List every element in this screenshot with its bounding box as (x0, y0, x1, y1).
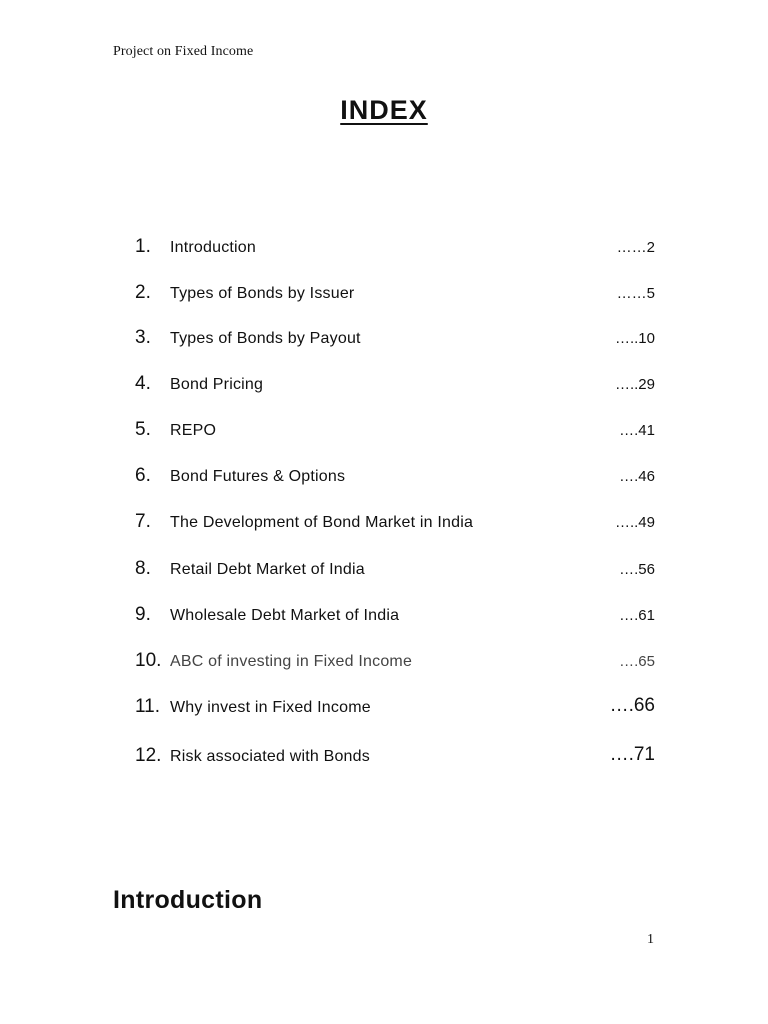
toc-entry-label: Bond Futures & Options (170, 468, 346, 485)
toc-entry-page: ….56 (619, 561, 655, 578)
toc-entry-label: Introduction (170, 239, 257, 256)
toc-entry-wholesale-debt-market[interactable] (0, 603, 768, 633)
toc-entry-label: Wholesale Debt Market of India (170, 607, 400, 624)
toc-entry-page: ….66 (609, 695, 655, 716)
index-title (0, 95, 768, 126)
toc-entry-page: ……5 (616, 285, 655, 302)
toc-entry-repo[interactable] (0, 418, 768, 448)
toc-entry-development-of-bond-market[interactable] (0, 510, 768, 540)
toc-entry-number: 10. (135, 650, 162, 671)
toc-entry-label: Retail Debt Market of India (170, 561, 365, 578)
toc-entry-page: ….71 (609, 744, 655, 765)
toc-entry-number: 6. (135, 465, 151, 486)
toc-entry-label: Types of Bonds by Issuer (170, 285, 355, 302)
toc-entry-types-of-bonds-by-issuer[interactable] (0, 281, 768, 311)
toc-entry-why-invest[interactable] (0, 695, 768, 725)
toc-entry-label: Bond Pricing (170, 376, 264, 393)
toc-entry-page: …..29 (614, 376, 655, 393)
toc-entry-number: 11. (135, 696, 161, 717)
toc-entry-number: 4. (135, 373, 151, 394)
toc-entry-page: ……2 (616, 239, 655, 256)
section-heading: Introduction (113, 886, 263, 914)
toc-entry-number: 12. (135, 745, 162, 766)
toc-entry-types-of-bonds-by-payout[interactable] (0, 326, 768, 356)
toc-entry-label: Types of Bonds by Payout (170, 330, 361, 347)
toc-entry-page: …..10 (614, 330, 655, 347)
toc-entry-risk-associated[interactable] (0, 744, 768, 774)
page-number: 1 (647, 932, 654, 947)
toc-entry-label: Why invest in Fixed Income (170, 699, 371, 716)
running-header: Project on Fixed Income (113, 44, 254, 59)
toc-entry-page: ….41 (619, 422, 655, 439)
toc-entry-number: 7. (135, 511, 151, 532)
toc-entry-page: ….61 (619, 607, 655, 624)
toc-entry-page: ….46 (619, 468, 655, 485)
toc-entry-page: ….65 (619, 653, 655, 670)
toc-entry-label: ABC of investing in Fixed Income (170, 653, 413, 670)
toc-entry-abc-of-investing[interactable] (0, 649, 768, 679)
toc-entry-retail-debt-market[interactable] (0, 557, 768, 587)
toc-entry-label: REPO (170, 422, 217, 439)
toc-entry-bond-futures-options[interactable] (0, 464, 768, 494)
toc-entry-number: 3. (135, 327, 151, 348)
toc-entry-number: 8. (135, 558, 151, 579)
toc-entry-number: 2. (135, 282, 151, 303)
toc-entry-number: 1. (135, 236, 151, 257)
toc-entry-number: 5. (135, 419, 151, 440)
toc-entry-introduction[interactable] (0, 235, 768, 265)
toc-entry-bond-pricing[interactable] (0, 372, 768, 402)
toc-entry-label: Risk associated with Bonds (170, 748, 370, 765)
toc-entry-page: …..49 (614, 514, 655, 531)
index-title-text: INDEX (340, 95, 428, 125)
toc-entry-number: 9. (135, 604, 151, 625)
toc-entry-label: The Development of Bond Market in India (170, 514, 474, 531)
